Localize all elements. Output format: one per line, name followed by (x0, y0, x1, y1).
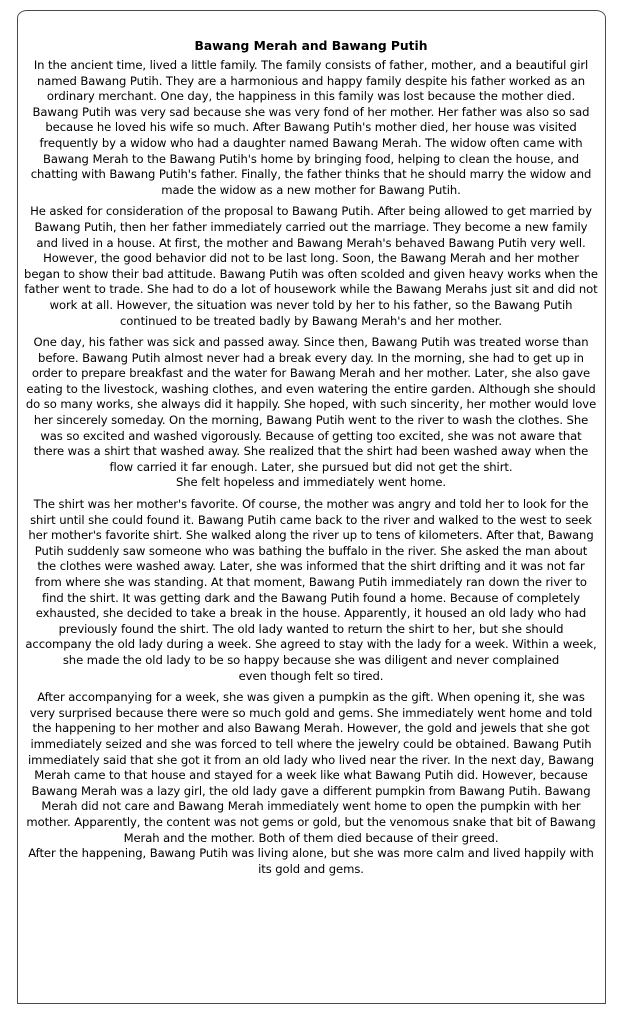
paragraph-5-closing-line: After the happening, Bawang Putih was living alone, but she was more calm and lived happily with its gold and gems. (28, 846, 594, 876)
paragraph-4 (24, 497, 598, 684)
paragraph-3 (24, 335, 598, 491)
frame-corner-right (583, 10, 606, 25)
paragraph-1-text: In the ancient time, lived a little family. The family consists of father, mother, and a beautiful girl named Bawang Putih. They are a harmonious and happy family despite his father worked as an ordinary merchant. One day, the happiness in this family was lost because the mother died. Bawang Putih was very sad because she was very fond of her mother. Her father was also so sad because he loved his wife so much. After Bawang Putih's mother died, her house was visited frequently by a widow who had a daughter named Bawang Merah. The widow often came with Bawang Merah to the Bawang Putih's home by bringing food, helping to clean the house, and chatting with Bawang Putih's father. Finally, the father thinks that he should marry the widow and made the widow as a new mother for Bawang Putih. (30, 58, 592, 197)
document-title: Bawang Merah and Bawang Putih (194, 39, 428, 53)
paragraph-2 (24, 204, 598, 329)
paragraph-1 (24, 58, 598, 198)
paragraph-5-text: After accompanying for a week, she was given a pumpkin as the gift. When opening it, she was very surprised because there were so much gold and gems. She immediately went home and told the happening to her mother and also Bawang Merah. However, the gold and jewels that she got immediately seized and she was forced to tell where the jewelry could be obtained. Bawang Putih immediately said that she got it from an old lady who lived near the river. In the next day, Bawang Merah came to that house and stayed for a week like what Bawang Putih did. However, because Bawang Merah was a lazy girl, the old lady gave a different pumpkin from Bawang Putih. Bawang Merah did not care and Bawang Merah immediately went home to open the pumpkin with her mother. Apparently, the content was not gems or gold, but the venomous snake that bit of Bawang Merah and the mother. Both of them died because of their greed. (26, 690, 596, 845)
frame-top-edge (38, 10, 585, 11)
paragraph-4-text: The shirt was her mother's favorite. Of course, the mother was angry and told her to look for the shirt until she could found it. Bawang Putih came back to the river and walked to the west to seek her mother's favorite shirt. She walked along the river up to tens of kilometers. After that, Bawang Putih suddenly saw someone who was bathing the buffalo in the river. She asked the man about the clothes were washed away. Later, she was informed that the shirt drifting and it was not far from where she was standing. At that moment, Bawang Putih immediately ran down the river to find the shirt. It was getting dark and the Bawang Putih found a home. Because of completely exhausted, she decided to take a break in the house. Apparently, it housed an old lady who had previously found the shirt. The old lady wanted to return the shirt to her, but she should accompany the old lady during a week. She agreed to stay with the lady for a week. Within a week, she made the old lady to be so happy because she was diligent and never complained (25, 497, 597, 667)
document-body (24, 38, 598, 883)
paragraph-5 (24, 690, 598, 877)
paragraph-3-closing-line: She felt hopeless and immediately went home. (175, 475, 447, 490)
paragraph-4-closing-line: even though felt so tired. (238, 668, 384, 683)
frame-corner-left (17, 10, 40, 25)
paragraph-3-text: One day, his father was sick and passed away. Since then, Bawang Putih was treated worse than before. Bawang Putih almost never had a break every day. In the morning, she had to get up in order to prepare breakfast and the water for Bawang Merah and her mother. Later, she also gave eating to the livestock, washing clothes, and even watering the entire garden. Although she should do so many works, she always did it happily. She hoped, with such sincerity, her mother would love her sincerely someday. On the morning, Bawang Putih went to the river to wash the clothes. She was so excited and washed vigorously. Because of getting too excited, she was not aware that there was a shirt that washed away. She realized that the shirt had been washed away when the flow carried it far enough. Later, she pursued but did not get the shirt. (25, 335, 597, 474)
paragraph-2-text: He asked for consideration of the proposal to Bawang Putih. After being allowed to get married by Bawang Putih, then her father immediately carried out the marriage. They become a new family and lived in a house. At first, the mother and Bawang Merah's behaved Bawang Putih very well. However, the good behavior did not to be last long. Soon, the Bawang Merah and her mother began to show their bad attitude. Bawang Putih was often scolded and given heavy works when the father went to trade. She had to do a lot of housework while the Bawang Merahs just sit and did not work at all. However, the situation was never told by her to his father, so the Bawang Putih continued to be treated badly by Bawang Merah's and her mother. (24, 204, 598, 328)
